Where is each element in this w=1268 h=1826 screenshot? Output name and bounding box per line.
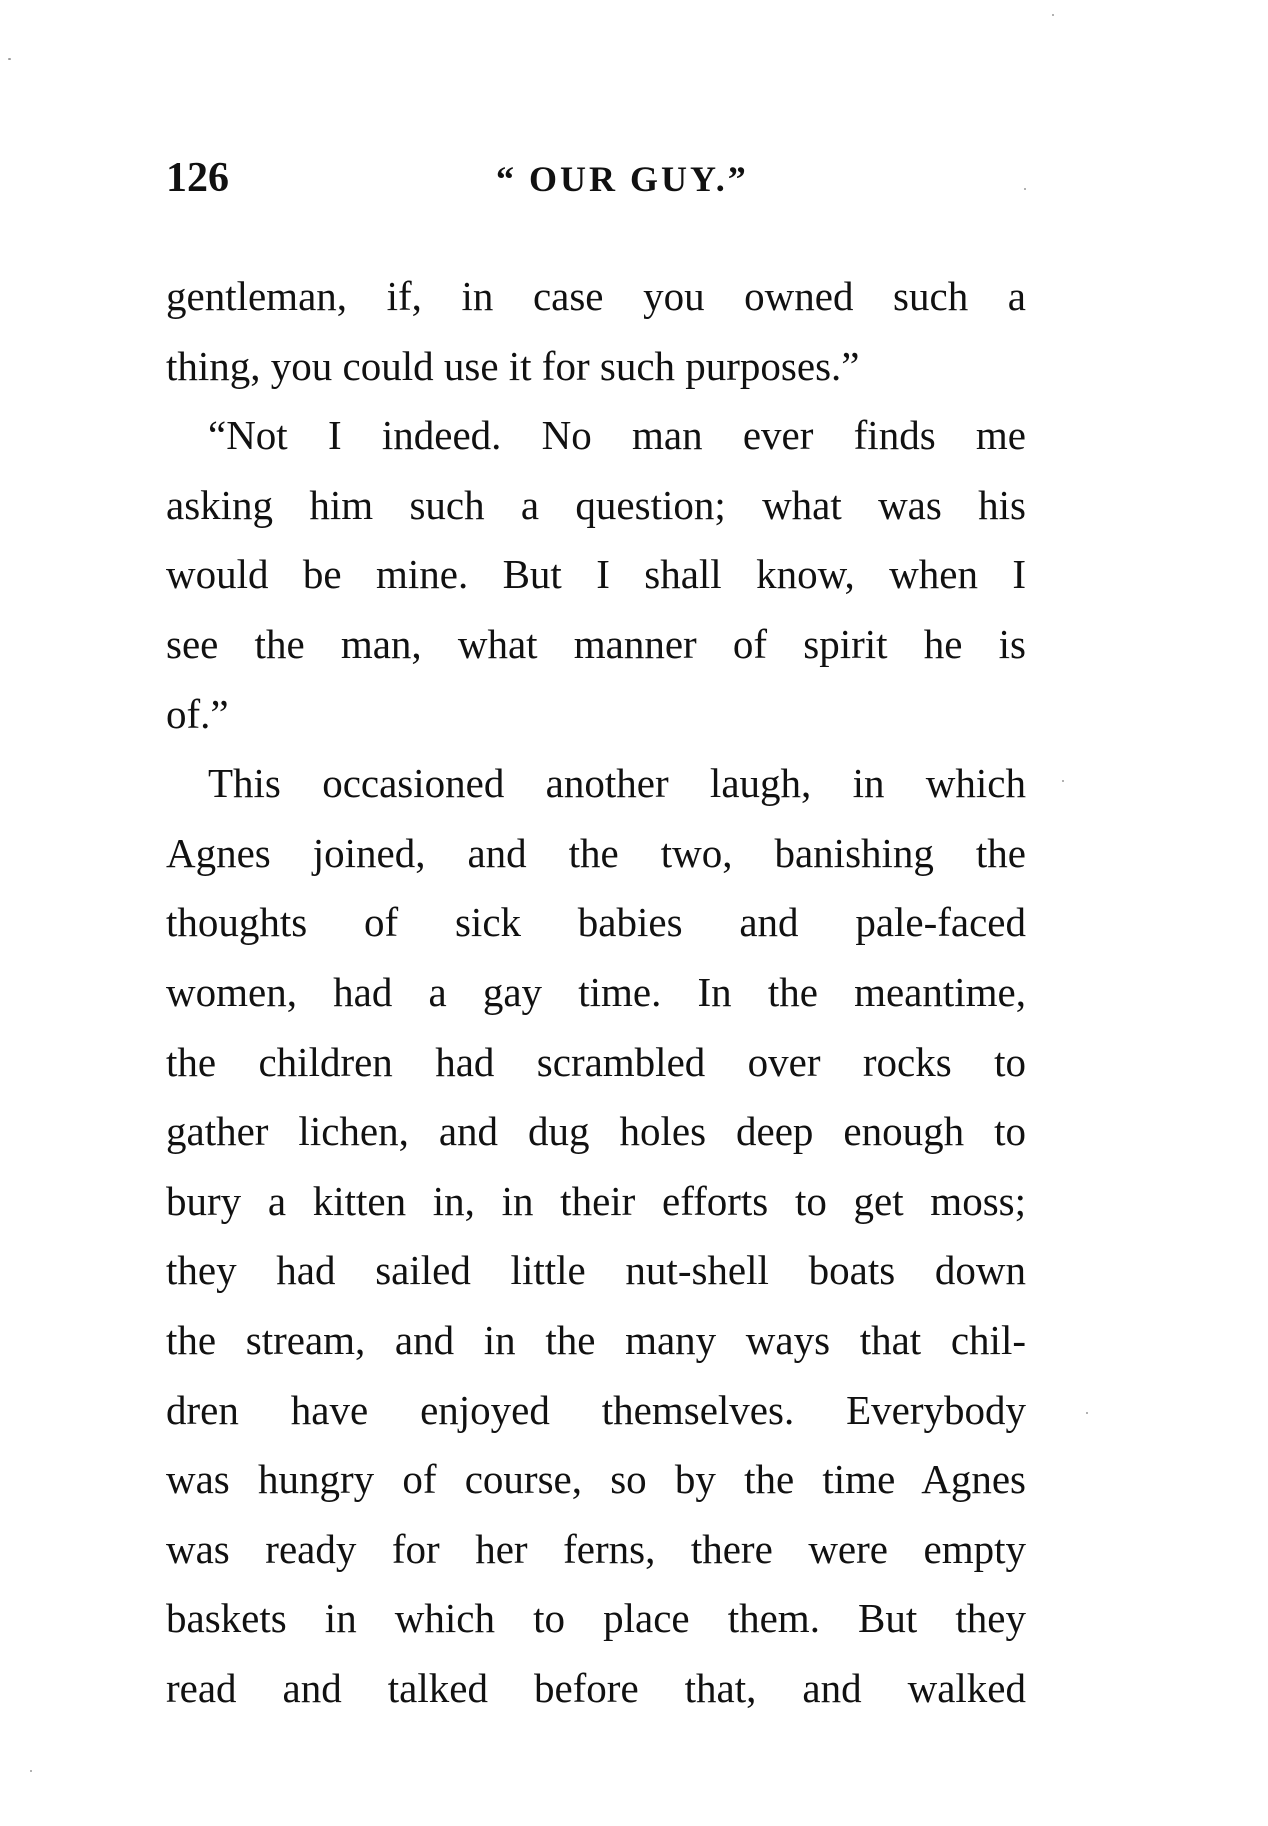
- body-text: [166, 262, 1026, 1723]
- text-line: was ready for her ferns, there were empty: [166, 1525, 1026, 1572]
- paper-speck: [1086, 1412, 1088, 1414]
- text-line: thing, you could use it for such purposes.”: [166, 342, 860, 389]
- text-line: bury a kitten in, in their efforts to get moss;: [166, 1177, 1026, 1224]
- text-line: thoughts of sick babies and pale-faced: [166, 899, 1026, 946]
- text-line: dren have enjoyed themselves. Everybody: [166, 1386, 1026, 1433]
- text-line: see the man, what manner of spirit he is: [166, 620, 1026, 667]
- text-line: would be mine. But I shall know, when I: [166, 551, 1026, 598]
- text-line: was hungry of course, so by the time Agnes: [166, 1456, 1026, 1503]
- text-line: women, had a gay time. In the meantime,: [166, 968, 1026, 1015]
- paper-speck: [1052, 14, 1054, 16]
- paper-speck: [1062, 780, 1064, 782]
- text-line: the stream, and in the many ways that chil-: [166, 1316, 1026, 1363]
- text-line: the children had scrambled over rocks to: [166, 1038, 1026, 1085]
- text-line: Agnes joined, and the two, banishing the: [166, 829, 1026, 876]
- paper-speck: [8, 58, 11, 60]
- paper-speck: [30, 1770, 32, 1772]
- text-line: of.”: [166, 690, 229, 737]
- text-line: This occasioned another laugh, in which: [208, 760, 1026, 807]
- text-line: they had sailed little nut-shell boats down: [166, 1247, 1026, 1294]
- text-line: gather lichen, and dug holes deep enough to: [166, 1108, 1026, 1155]
- page-number: 126: [166, 155, 229, 201]
- text-line: asking him such a question; what was his: [166, 481, 1026, 528]
- text-line: read and talked before that, and walked: [166, 1664, 1026, 1711]
- running-title: “ OUR GUY.”: [496, 159, 749, 199]
- text-line: baskets in which to place them. But they: [166, 1595, 1026, 1642]
- paper-speck: [1024, 188, 1026, 190]
- text-line: gentleman, if, in case you owned such a: [166, 273, 1026, 319]
- text-line: “Not I indeed. No man ever finds me: [208, 412, 1026, 459]
- page-header: [166, 150, 1026, 210]
